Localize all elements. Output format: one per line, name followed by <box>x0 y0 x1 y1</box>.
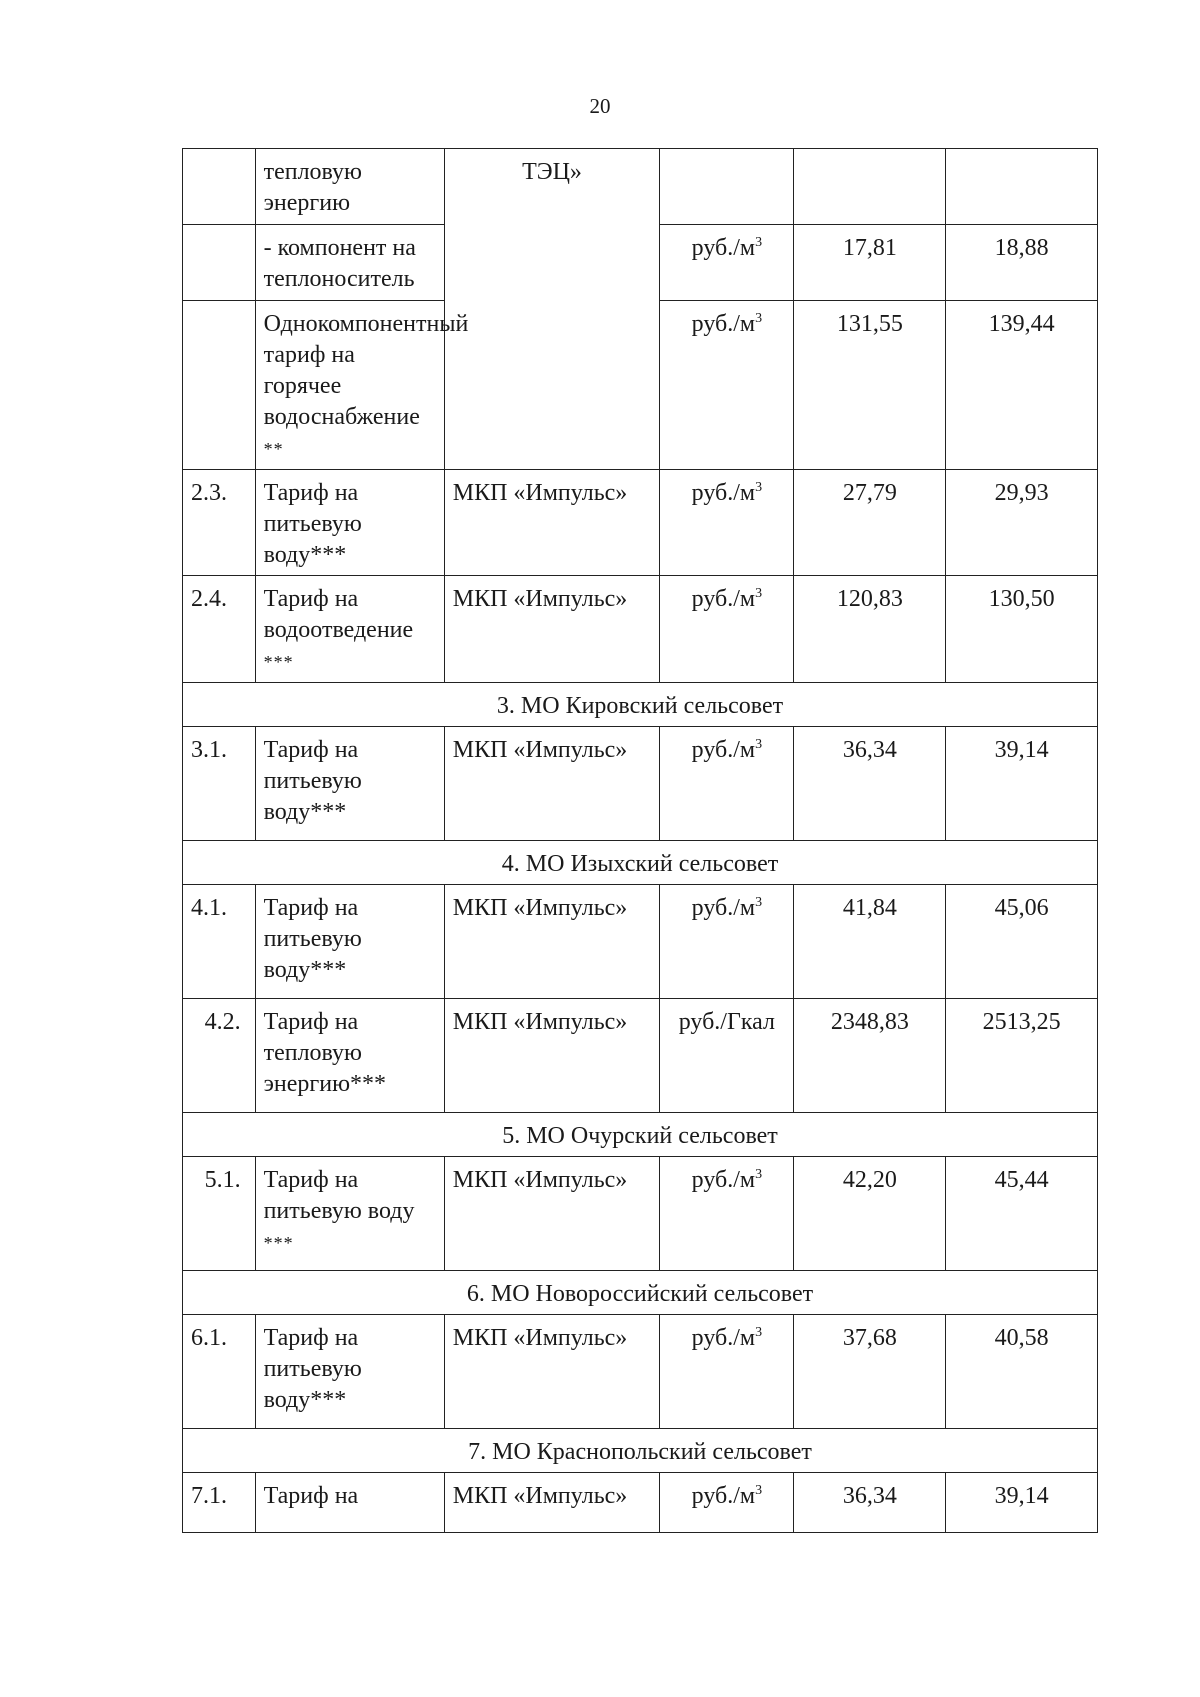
value-current: 131,55 <box>836 311 903 337</box>
table-row <box>183 1157 1098 1271</box>
section-title: 6. МО Новороссийский сельсовет <box>466 1281 814 1307</box>
tariff-name: Тариф на питьевую воду*** <box>263 737 362 825</box>
value-cell <box>794 225 946 301</box>
organization-name: МКП «Импульс» <box>452 1167 628 1193</box>
value-current: 2348,83 <box>830 1009 909 1035</box>
tariff-name-cell <box>255 1157 444 1271</box>
tariff-name-cell <box>255 149 444 225</box>
tariff-name-cell <box>255 885 444 999</box>
section-heading <box>183 1429 1098 1473</box>
value-next: 18,88 <box>994 235 1049 261</box>
organization-name: МКП «Импульс» <box>452 586 628 612</box>
unit-exponent: 3 <box>755 895 763 910</box>
tariff-name-cell <box>255 301 469 470</box>
value-cell <box>794 470 946 576</box>
unit-exponent: 3 <box>755 586 763 601</box>
unit-label: руб./м <box>691 311 756 337</box>
row-number-cell <box>183 1157 256 1271</box>
organization-name: ТЭЦ» <box>522 159 582 185</box>
row-number: 2.3. <box>191 480 227 506</box>
row-number: 2.4. <box>191 586 227 612</box>
value-current: 36,34 <box>842 737 897 763</box>
row-number: 5.1. <box>204 1167 241 1193</box>
section-heading <box>183 683 1098 727</box>
row-number-cell <box>183 470 256 576</box>
row-number-cell <box>183 885 256 999</box>
organization-name: МКП «Импульс» <box>452 737 628 763</box>
unit-exponent: 3 <box>755 1325 763 1340</box>
row-number-cell <box>183 225 256 301</box>
unit-label: руб./м <box>691 1167 756 1193</box>
value-current: 41,84 <box>842 895 897 921</box>
tariff-name-cell <box>255 999 444 1113</box>
value-cell <box>794 885 946 999</box>
row-number-cell <box>183 149 256 225</box>
organization-name: МКП «Импульс» <box>452 1009 628 1035</box>
unit-label: руб./м <box>691 737 756 763</box>
section-title: 5. МО Очурский сельсовет <box>502 1123 778 1149</box>
tariff-name: Тариф на водоотведение <box>263 586 414 643</box>
value-cell <box>794 301 946 470</box>
unit-exponent: 3 <box>755 737 763 752</box>
unit-cell <box>660 727 794 841</box>
organization-cell <box>444 999 660 1113</box>
value-cell <box>946 1315 1098 1429</box>
table-row <box>183 885 1098 999</box>
value-next: 139,44 <box>988 311 1055 337</box>
footnote-mark: *** <box>263 1233 294 1253</box>
tariff-name-cell <box>255 727 444 841</box>
section-row <box>183 683 1098 727</box>
table-row <box>183 576 1098 683</box>
row-number: 4.1. <box>191 895 227 921</box>
row-number: 3.1. <box>191 737 227 763</box>
tariff-name: Тариф на питьевую воду <box>263 1167 415 1224</box>
organization-name: МКП «Импульс» <box>452 895 628 921</box>
unit-label: руб./м <box>691 1325 756 1351</box>
value-next: 40,58 <box>994 1325 1049 1351</box>
organization-cell <box>444 885 660 999</box>
value-cell <box>946 149 1098 225</box>
table-row <box>183 1315 1098 1429</box>
value-cell <box>794 1157 946 1271</box>
value-cell <box>946 1473 1098 1533</box>
organization-cell <box>444 149 660 470</box>
tariff-name-cell <box>255 1315 444 1429</box>
tariff-name: Тариф на тепловую энергию*** <box>263 1009 386 1097</box>
unit-label: руб./м <box>691 480 756 506</box>
tariff-name: Тариф на питьевую воду*** <box>263 1325 362 1413</box>
organization-cell <box>444 1473 660 1533</box>
value-next: 2513,25 <box>982 1009 1061 1035</box>
value-cell <box>794 149 946 225</box>
section-row <box>183 841 1098 885</box>
value-current: 17,81 <box>842 235 897 261</box>
organization-cell <box>444 1315 660 1429</box>
row-number-cell <box>183 999 256 1113</box>
value-current: 120,83 <box>836 586 903 612</box>
value-cell <box>946 301 1098 470</box>
row-number-cell <box>183 1473 256 1533</box>
footnote-mark: *** <box>263 652 294 672</box>
row-number: 7.1. <box>191 1483 227 1509</box>
organization-cell <box>444 1157 660 1271</box>
value-cell <box>794 727 946 841</box>
section-title: 4. МО Изыхский сельсовет <box>501 851 779 877</box>
unit-cell <box>660 1157 794 1271</box>
unit-exponent: 3 <box>755 311 763 326</box>
unit-cell <box>660 999 794 1113</box>
value-cell <box>946 1157 1098 1271</box>
organization-name: МКП «Импульс» <box>452 1483 628 1509</box>
value-cell <box>946 576 1098 683</box>
value-cell <box>946 885 1098 999</box>
row-number: 6.1. <box>191 1325 227 1351</box>
unit-cell <box>660 576 794 683</box>
unit-label: руб./м <box>691 586 756 612</box>
row-number-cell <box>183 1315 256 1429</box>
tariff-name: Тариф на питьевую воду*** <box>263 895 362 983</box>
tariff-name-cell <box>255 470 444 576</box>
tariff-name-cell <box>255 225 444 301</box>
value-cell <box>794 1315 946 1429</box>
section-title: 7. МО Краснопольский сельсовет <box>468 1439 812 1465</box>
row-number-cell <box>183 576 256 683</box>
unit-cell <box>660 470 794 576</box>
table-row <box>183 470 1098 576</box>
tariff-name: - компонент на теплоноситель <box>263 235 416 292</box>
unit-cell <box>660 1473 794 1533</box>
table-row <box>183 999 1098 1113</box>
value-next: 39,14 <box>994 737 1049 763</box>
organization-name: МКП «Импульс» <box>452 1325 628 1351</box>
value-cell <box>946 999 1098 1113</box>
unit-label: руб./м <box>691 1483 756 1509</box>
unit-label: руб./м <box>691 235 756 261</box>
tariff-name: тепловую энергию <box>263 159 362 216</box>
unit-exponent: 3 <box>755 480 763 495</box>
unit-cell <box>660 301 794 470</box>
value-cell <box>946 727 1098 841</box>
section-heading <box>183 1271 1098 1315</box>
section-row <box>183 1113 1098 1157</box>
unit-label: руб./Гкал <box>678 1009 775 1035</box>
tariff-name: Тариф на питьевую воду*** <box>263 480 362 568</box>
value-cell <box>794 999 946 1113</box>
organization-name: МКП «Импульс» <box>452 480 628 506</box>
organization-cell <box>444 576 660 683</box>
value-current: 37,68 <box>842 1325 897 1351</box>
section-row <box>183 1271 1098 1315</box>
organization-cell <box>444 470 660 576</box>
section-heading <box>183 1113 1098 1157</box>
section-title: 3. МО Кировский сельсовет <box>496 693 784 719</box>
unit-label: руб./м <box>691 895 756 921</box>
tariff-name: Тариф на <box>263 1483 359 1509</box>
table-row <box>183 727 1098 841</box>
value-next: 45,44 <box>994 1167 1049 1193</box>
row-number-cell <box>183 727 256 841</box>
unit-cell <box>660 1315 794 1429</box>
value-cell <box>946 470 1098 576</box>
table-row <box>183 1473 1098 1533</box>
value-current: 27,79 <box>842 480 897 506</box>
page-number: 20 <box>589 94 611 118</box>
value-next: 45,06 <box>994 895 1049 921</box>
tariff-name: Однокомпонентный тариф на горячее водоснабжение <box>263 311 469 430</box>
unit-cell <box>660 225 794 301</box>
unit-exponent: 3 <box>755 1167 763 1182</box>
row-number: 4.2. <box>204 1009 241 1035</box>
value-cell <box>794 576 946 683</box>
section-row <box>183 1429 1098 1473</box>
row-number-cell <box>183 301 256 470</box>
value-next: 29,93 <box>994 480 1049 506</box>
section-heading <box>183 841 1098 885</box>
tariff-table <box>182 148 1098 1533</box>
value-current: 36,34 <box>842 1483 897 1509</box>
unit-cell <box>660 885 794 999</box>
value-current: 42,20 <box>842 1167 897 1193</box>
value-cell <box>946 225 1098 301</box>
tariff-name-cell <box>255 576 444 683</box>
unit-exponent: 3 <box>755 1483 763 1498</box>
value-next: 39,14 <box>994 1483 1049 1509</box>
table-row <box>183 149 1098 225</box>
tariff-name-cell <box>255 1473 444 1533</box>
value-cell <box>794 1473 946 1533</box>
unit-exponent: 3 <box>755 235 763 250</box>
value-next: 130,50 <box>988 586 1055 612</box>
unit-cell <box>660 149 794 225</box>
footnote-mark: ** <box>263 439 284 459</box>
organization-cell <box>444 727 660 841</box>
